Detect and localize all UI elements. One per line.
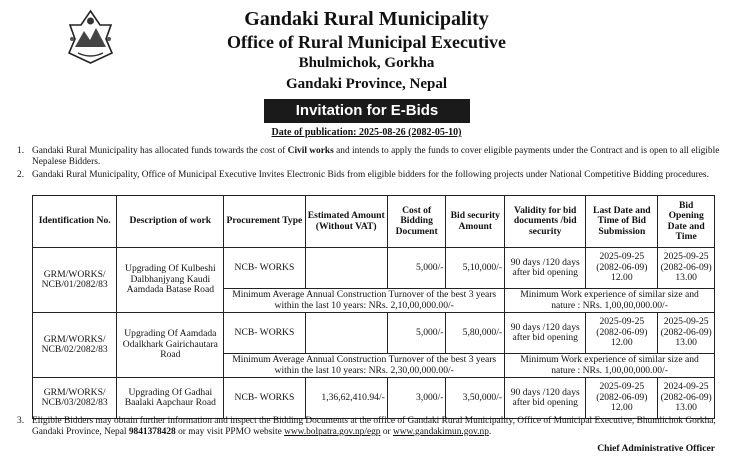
table-cell: 2024-09-25 (2082-06-09) 13.00 (658, 378, 715, 419)
col-header: Identification No. (33, 196, 117, 248)
table-cell: Minimum Average Annual Construction Turnover of the best 3 years within the last 10 years: NRs. 2,10,00,000.00/- (224, 289, 505, 313)
table-cell: Minimum Average Annual Construction Turnover of the best 3 years within the last 10 years: NRs. 2,30,00,000.00/- (224, 354, 505, 378)
col-header: Description of work (117, 196, 224, 248)
table-cell: 5,80,000/- (446, 313, 505, 354)
ppmo-link[interactable]: www.bolpatra.gov.np/egp (284, 426, 381, 437)
table-cell: 1,36,62,410.94/- (305, 378, 387, 419)
table-cell: 5,000/- (387, 248, 446, 289)
table-row (33, 378, 715, 419)
col-header: Validity for bid documents /bid security (505, 196, 586, 248)
paragraph-3: 3. Eligible Bidders may obtain further information and inspect the Bidding Documents at the office of Gandaki Rural Municipality, Office of Municipal Executive, Bhumlichok Gorkha, Gandaki Province, Nepal 9841378428 or may visit PPMO website www.bolpatra.gov.np/egp or www.gandakimun.gov.np. (17, 416, 716, 437)
table-cell: 90 days /120 days after bid opening (505, 378, 586, 419)
table-cell (305, 313, 387, 354)
col-header: Procurement Type (224, 196, 305, 248)
table-cell: NCB- WORKS (224, 313, 305, 354)
table-cell: 2025-09-25 (2082-06-09) 13.00 (658, 248, 715, 289)
office-location: Bhulmichok, Gorkha (298, 55, 435, 71)
col-header: Bid security Amount (446, 196, 505, 248)
contact-phone: 9841378428 (128, 426, 176, 437)
table-cell: 2025-09-25 (2082-06-09) 12.00 (586, 313, 658, 354)
table-cell: Upgrading Of Gadhai Baalaki Aapchaur Road (117, 378, 224, 419)
table-cell: 90 days /120 days after bid opening (505, 313, 586, 354)
table-cell: NCB- WORKS (224, 378, 305, 419)
publication-date: Date of publication: 2025-08-26 (2082-05-10) (271, 127, 462, 138)
civil-works-text: Civil works (287, 146, 334, 156)
table-cell: GRM/WORKS/ NCB/02/2082/83 (33, 313, 117, 378)
table-cell: 5,10,000/- (446, 248, 505, 289)
col-header: Last Date and Time of Bid Submission (586, 196, 658, 248)
table-cell: 90 days /120 days after bid opening (505, 248, 586, 289)
paragraph-2: 2. Gandaki Rural Municipality, Office of Municipal Executive Invites Electronic Bids from eligible bidders for the following projects under National Competitive Bidding procedures. (17, 170, 709, 180)
table-cell: GRM/WORKS/ NCB/01/2082/83 (33, 248, 117, 313)
table-row (33, 248, 715, 289)
table-cell: Minimum Work experience of similar size and nature : NRs. 1,00,00,000.00/- (505, 289, 715, 313)
col-header: Bid Opening Date and Time (658, 196, 715, 248)
notice-title-banner: Invitation for E-Bids (264, 99, 470, 123)
table-header-row (33, 196, 715, 248)
municipality-link[interactable]: www.gandakimun.gov.np (393, 426, 489, 437)
paragraph-1: 1. Gandaki Rural Municipality has allocated funds towards the cost of Civil works and intends to apply the funds to cover eligible payments under the Contract and is open to all eligible Nepalese Bidders. (17, 146, 720, 167)
signatory-title: Chief Administrative Officer (597, 443, 715, 454)
table-cell: 2025-09-25 (2082-06-09) 12.00 (586, 378, 658, 419)
table-cell: 2025-09-25 (2082-06-09) 13.00 (658, 313, 715, 354)
table-cell: NCB- WORKS (224, 248, 305, 289)
office-name: Office of Rural Municipal Executive (227, 32, 506, 52)
table-cell: GRM/WORKS/ NCB/03/2082/83 (33, 378, 117, 419)
province-name: Gandaki Province, Nepal (286, 76, 447, 92)
table-row (33, 313, 715, 354)
table-cell (305, 248, 387, 289)
table-cell: Minimum Work experience of similar size and nature : NRs. 1,00,00,000.00/- (505, 354, 715, 378)
table-cell: Upgrading Of Kulbeshi Dalbhanjyang Kaudi Aamdada Batase Road (117, 248, 224, 313)
table-cell: Upgrading Of Aamdada Odalkhark Gairichautara Road (117, 313, 224, 378)
bid-table (32, 195, 715, 419)
table-cell: 2025-09-25 (2082-06-09) 12.00 (586, 248, 658, 289)
table-cell: 3,50,000/- (446, 378, 505, 419)
col-header: Cost of Bidding Document (387, 196, 446, 248)
col-header: Estimated Amount (Without VAT) (305, 196, 387, 248)
table-cell: 3,000/- (387, 378, 446, 419)
municipality-name: Gandaki Rural Municipality (244, 8, 489, 30)
table-cell: 5,000/- (387, 313, 446, 354)
